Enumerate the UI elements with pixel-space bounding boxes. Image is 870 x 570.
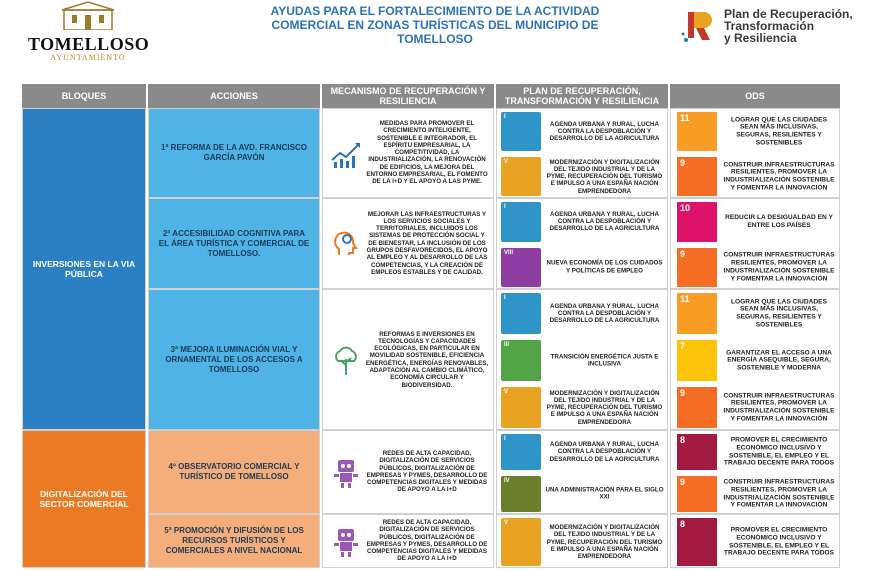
plan-cell <box>496 289 668 430</box>
ods-goal-text: CONSTRUIR INFRAESTRUCTURAS RESILIENTES, PROMOVER LA INDUSTRIALIZACIÓN SOSTENIBLE Y FOMENTAR LA INNOVACIÓN <box>723 391 835 423</box>
plan-cell <box>496 108 668 198</box>
accion-label: 5ª PROMOCIÓN Y DIFUSIÓN DE LOS RECURSOS TURÍSTICOS Y COMERCIALES A NIVEL NACIONAL <box>164 526 304 555</box>
bloque-cell <box>22 430 146 568</box>
ods-goal-number: 9 <box>680 477 686 487</box>
col-header-plan: PLAN DE RECUPERACIÓN, TRANSFORMACIÓN Y RESILIENCIA <box>496 84 668 108</box>
plan-palanca-number: I <box>504 295 506 301</box>
bloque-cell <box>22 108 146 430</box>
plan-recuperacion-logo <box>680 6 865 46</box>
robot-icon <box>329 455 363 489</box>
ods-goal-number: 9 <box>680 388 686 398</box>
plan-palanca-text: AGENDA URBANA Y RURAL, LUCHA CONTRA LA DESPOBLACIÓN Y DESARROLLO DE LA AGRICULTURA <box>549 302 660 325</box>
ods-goal-icon <box>677 476 717 512</box>
ods-goal-number: 7 <box>680 341 686 351</box>
plan-item <box>497 431 667 473</box>
ods-item <box>671 109 839 154</box>
tree-icon <box>329 343 363 377</box>
col-header-bloques: BLOQUES <box>22 84 146 108</box>
ods-goal-text: GARANTIZAR EL ACCESO A UNA ENERGÍA ASEQUIBLE, SEGURA, SOSTENIBLE Y MODERNA <box>726 348 832 372</box>
ods-goal-icon <box>677 340 717 381</box>
ods-table <box>22 84 840 568</box>
accion-label: 4º OBSERVATORIO COMERCIAL Y TURÍSTICO DE TOMELLOSO <box>168 462 300 481</box>
ods-cell <box>670 430 840 514</box>
plan-mark-icon <box>680 6 720 46</box>
plan-item <box>497 109 667 154</box>
plan-logo-line2: Transformación <box>724 19 815 33</box>
plan-palanca-text: AGENDA URBANA Y RURAL, LUCHA CONTRA LA DESPOBLACIÓN Y DESARROLLO DE LA AGRICULTURA <box>549 120 660 143</box>
accion-cell <box>148 514 320 568</box>
ods-goal-icon <box>677 248 717 288</box>
plan-cell <box>496 514 668 568</box>
accion-label: 2ª ACCESIBILIDAD COGNITIVA PARA EL ÁREA TURÍSTICA Y COMERCIAL DE TOMELLOSO. <box>158 228 310 258</box>
plan-palanca-icon <box>501 434 541 470</box>
accion-cell <box>148 108 320 198</box>
mecanismo-cell <box>322 514 494 568</box>
accion-label: 3ª MEJORA ILUMINACIÓN VIAL Y ORNAMENTAL DE LOS ACCESOS A TOMELLOSO <box>165 344 303 374</box>
tomelloso-logo <box>28 0 150 62</box>
plan-palanca-number: IV <box>504 478 510 484</box>
mecanismo-cell <box>322 430 494 514</box>
ods-goal-text: LOGRAR QUE LAS CIUDADES SEAN MÁS INCLUSIVAS, SEGURAS, RESILIENTES Y SOSTENIBLES <box>731 115 827 147</box>
plan-palanca-icon <box>501 248 541 288</box>
plan-item <box>497 384 667 431</box>
ods-goal-number: 11 <box>680 113 690 123</box>
ods-item <box>671 337 839 384</box>
mecanismo-text: MEJORAR LAS INFRAESTRUCTURAS Y LOS SERVICIOS SOCIALES Y TERRITORIALES, INCLUIDOS LOS SISTEMAS DE PROTECCIÓN SOCIAL Y DE BIENESTAR, LA INCLUSIÓN DE LOS GRUPOS DESFAVORECIDOS, EL APOYO AL EMPLEO Y AL DESARROLLO DE LAS COMPETENCIAS, Y LA CREACIÓN DE EMPLEOS ESTABLES Y DE CALIDAD. <box>366 210 488 277</box>
plan-palanca-icon <box>501 476 541 512</box>
ods-cell <box>670 198 840 289</box>
plan-item <box>497 337 667 384</box>
ods-goal-text: PROMOVER EL CRECIMIENTO ECONÓMICO INCLUSIVO Y SOSTENIBLE, EL EMPLEO Y EL TRABAJO DECENTE PARA TODOS <box>723 526 835 557</box>
plan-item <box>497 515 667 569</box>
plan-palanca-number: III <box>504 342 510 348</box>
ods-goal-text: LOGRAR QUE LAS CIUDADES SEAN MÁS INCLUSIVAS, SEGURAS, RESILIENTES Y SOSTENIBLES <box>731 297 827 329</box>
ods-item <box>671 515 839 569</box>
plan-palanca-text: AGENDA URBANA Y RURAL, LUCHA CONTRA LA DESPOBLACIÓN Y DESARROLLO DE LA AGRICULTURA <box>549 210 660 233</box>
ods-cell <box>670 108 840 198</box>
town-hall-icon <box>58 0 118 30</box>
plan-cell <box>496 198 668 289</box>
ods-goal-number: 9 <box>680 158 686 168</box>
ods-item <box>671 473 839 515</box>
ods-goal-icon <box>677 434 717 470</box>
ods-goal-text: CONSTRUIR INFRAESTRUCTURAS RESILIENTES, PROMOVER LA INDUSTRIALIZACIÓN SOSTENIBLE Y FOMENTAR LA INNOVACIÓN <box>723 160 835 192</box>
ods-goal-text: CONSTRUIR INFRAESTRUCTURAS RESILIENTES, PROMOVER LA INDUSTRIALIZACIÓN SOSTENIBLE Y FOMENTAR LA INNOVACIÓN <box>723 251 835 283</box>
accion-label: 1ª REFORMA DE LA AVD. FRANCISCO GARCÍA PAVÓN <box>161 143 307 162</box>
brain-gear-icon <box>329 227 363 261</box>
plan-palanca-text: TRANSICIÓN ENERGÉTICA JUSTA E INCLUSIVA <box>550 353 659 368</box>
plan-palanca-text: MODERNIZACIÓN Y DIGITALIZACIÓN DEL TEJIDO INDUSTRIAL Y DE LA PYME, RECUPERACIÓN DEL TURISMO E IMPULSO A UNA ESPAÑA NACIÓN EMPRENDEDORA <box>546 389 663 426</box>
plan-item <box>497 154 667 199</box>
plan-palanca-icon <box>501 387 541 428</box>
col-header-acciones: ACCIONES <box>148 84 320 108</box>
plan-palanca-number: VIII <box>504 249 514 256</box>
plan-palanca-number: I <box>504 436 506 442</box>
plan-cell <box>496 430 668 514</box>
ods-goal-number: 8 <box>680 519 686 529</box>
accion-cell <box>148 430 320 514</box>
plan-palanca-icon <box>501 157 541 196</box>
bloque-label: DIGITALIZACIÓN DEL SECTOR COMERCIAL <box>39 489 129 509</box>
ods-cell <box>670 514 840 568</box>
plan-palanca-number: V <box>504 159 509 165</box>
col-header-ods: ODS <box>670 84 840 108</box>
ods-item <box>671 245 839 291</box>
ods-goal-number: 8 <box>680 435 686 445</box>
plan-item <box>497 245 667 291</box>
plan-palanca-text: UNA ADMINISTRACIÓN PARA EL SIGLO XXI <box>545 486 664 501</box>
mecanismo-text: REFORMAS E INVERSIONES EN TECNOLOGÍAS Y CAPACIDADES ECOLÓGICAS, EN PARTICULAR EN MOVILIDAD SOSTENIBLE, EFICIENCIA ENERGÉTICA, ENERGÍAS RENOVABLES, ADAPTACIÓN AL CAMBIO CLIMÁTICO, ECONOMÍA CIRCULAR Y BIODIVERSIDAD. <box>365 330 489 389</box>
ods-goal-icon <box>677 157 717 196</box>
plan-palanca-number: V <box>504 389 509 395</box>
ods-item <box>671 384 839 431</box>
plan-item <box>497 199 667 245</box>
ods-goal-number: 9 <box>680 248 686 259</box>
plan-item <box>497 473 667 515</box>
plan-palanca-text: AGENDA URBANA Y RURAL, LUCHA CONTRA LA DESPOBLACIÓN Y DESARROLLO DE LA AGRICULTURA <box>549 441 660 463</box>
ods-goal-icon <box>677 202 717 242</box>
logo-name: TOMELLOSO <box>28 34 150 54</box>
ods-goal-icon <box>677 387 717 428</box>
ods-item <box>671 290 839 337</box>
accion-cell <box>148 198 320 289</box>
plan-logo-line1: Plan de Recuperación, <box>724 7 853 21</box>
plan-palanca-text: MODERNIZACIÓN Y DIGITALIZACIÓN DEL TEJIDO INDUSTRIAL Y DE LA PYME, RECUPERACIÓN DEL TURISMO E IMPULSO A UNA ESPAÑA NACIÓN EMPRENDEDORA <box>546 158 663 195</box>
ods-goal-text: REDUCIR LA DESIGUALDAD EN Y ENTRE LOS PAÍSES <box>725 213 833 229</box>
ods-goal-text: PROMOVER EL CRECIMIENTO ECONÓMICO INCLUSIVO Y SOSTENIBLE, EL EMPLEO Y EL TRABAJO DECENTE PARA TODOS <box>723 436 835 467</box>
ods-cell <box>670 289 840 430</box>
plan-palanca-text: MODERNIZACIÓN Y DIGITALIZACIÓN DEL TEJIDO INDUSTRIAL Y DE LA PYME, RECUPERACIÓN DEL TURISMO E IMPULSO A UNA ESPAÑA NACIÓN EMPRENDEDORA <box>546 523 663 560</box>
plan-item <box>497 290 667 337</box>
plan-palanca-icon <box>501 202 541 242</box>
plan-palanca-number: I <box>504 204 506 210</box>
bloque-label: INVERSIONES EN LA VIA PÚBLICA <box>32 259 136 279</box>
mecanismo-cell <box>322 108 494 198</box>
accion-cell <box>148 289 320 430</box>
ods-goal-icon <box>677 293 717 334</box>
mecanismo-cell <box>322 289 494 430</box>
robot-icon <box>329 524 363 558</box>
mecanismo-text: REDES DE ALTA CAPACIDAD, DIGITALIZACIÓN DE SERVICIOS PÚBLICOS, DIGITALIZACIÓN DE EMPRESAS Y PYMES, DESARROLLO DE COMPETENCIAS DIGITALES Y MEDIDAS DE APOYO A LA I+D <box>366 519 488 563</box>
plan-palanca-icon <box>501 518 541 566</box>
mecanismo-text: MEDIDAS PARA PROMOVER EL CRECIMIENTO INTELIGENTE, SOSTENIBLE E INTEGRADOR, EL ESPÍRITU EMPRESARIAL, LA COMPETITIVIDAD, LA INDUSTRIALIZACIÓN, LA RENOVACIÓN DE EDIFICIOS, LA MEJORA DEL ENTORNO EMPRESARIAL, EL FOMENTO DE LA I+D Y EL APOYO A LAS PYME. <box>366 120 488 186</box>
ods-goal-number: 10 <box>680 203 691 213</box>
ods-goal-number: 11 <box>680 294 690 304</box>
ods-goal-icon <box>677 112 717 151</box>
plan-palanca-number: I <box>504 114 506 120</box>
plan-palanca-icon <box>501 112 541 151</box>
ods-item <box>671 199 839 245</box>
plan-palanca-icon <box>501 340 541 381</box>
ods-goal-icon <box>677 518 717 566</box>
ods-item <box>671 431 839 473</box>
logo-sub: AYUNTAMIENTO <box>50 53 126 62</box>
plan-logo-line3: y Resiliencia <box>724 31 797 45</box>
mecanismo-cell <box>322 198 494 289</box>
growth-chart-icon <box>329 136 363 170</box>
mecanismo-text: REDES DE ALTA CAPACIDAD, DIGITALIZACIÓN DE SERVICIOS PÚBLICOS, DIGITALIZACIÓN DE EMPRESAS Y PYMES, DESARROLLO DE COMPETENCIAS DIGITALES Y MEDIDAS DE APOYO A LA I+D <box>366 450 488 494</box>
plan-palanca-number: V <box>504 520 509 526</box>
page-title: AYUDAS PARA EL FORTALECIMIENTO DE LA ACTIVIDAD COMERCIAL EN ZONAS TURÍSTICAS DEL MUNICIPIO DE TOMELLOSO <box>270 4 600 46</box>
ods-goal-text: CONSTRUIR INFRAESTRUCTURAS RESILIENTES, PROMOVER LA INDUSTRIALIZACIÓN SOSTENIBLE Y FOMENTAR LA INNOVACIÓN <box>723 478 835 509</box>
col-header-mecanismo: MECANISMO DE RECUPERACIÓN Y RESILIENCIA <box>322 84 494 108</box>
plan-palanca-icon <box>501 293 541 334</box>
ods-item <box>671 154 839 199</box>
plan-palanca-text: NUEVA ECONOMÍA DE LOS CUIDADOS Y POLÍTICAS DE EMPLEO <box>546 259 663 275</box>
